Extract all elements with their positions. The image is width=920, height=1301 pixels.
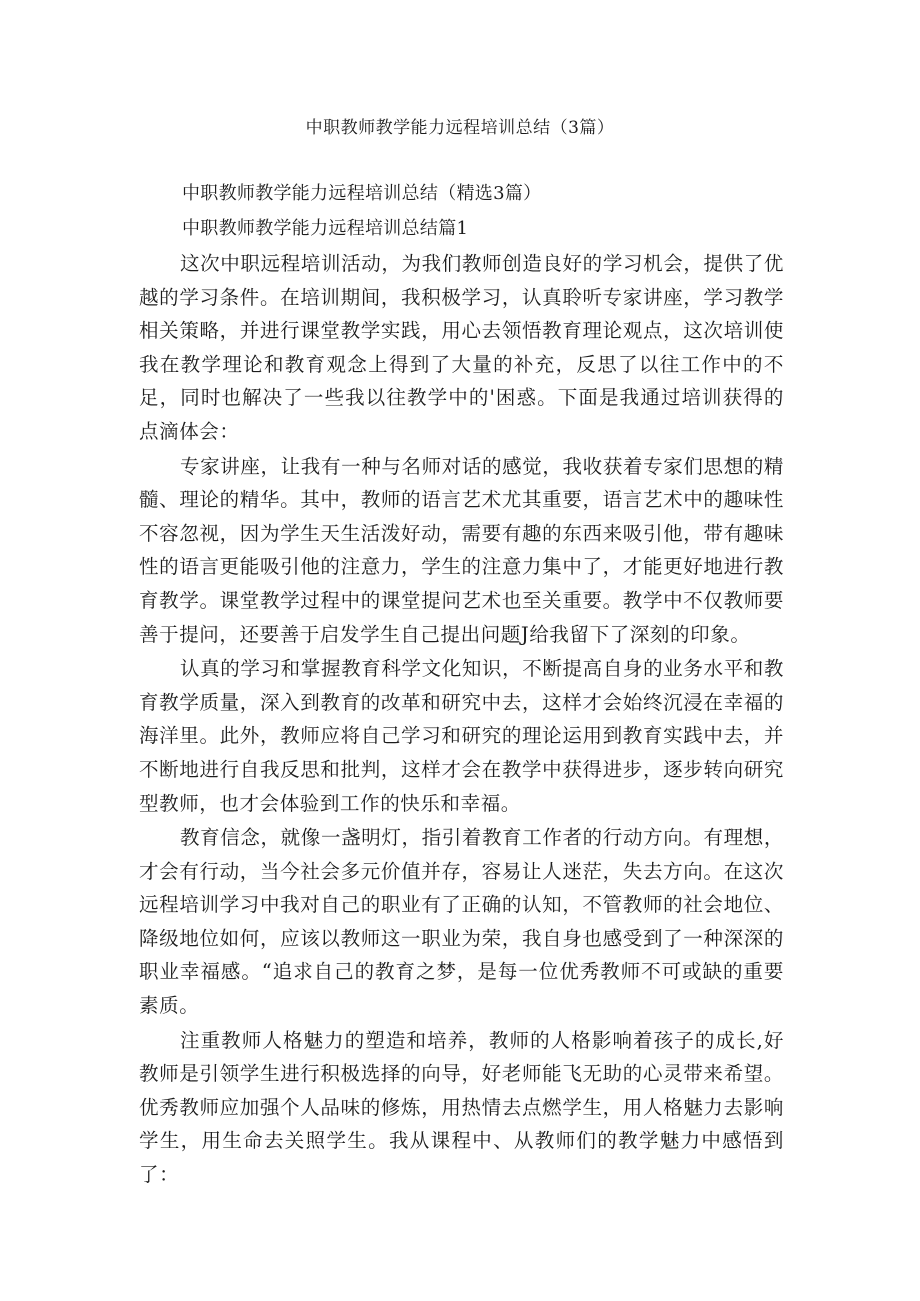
document-title: 中职教师教学能力远程培训总结（3篇） — [305, 118, 615, 138]
section-heading: 中职教师教学能力远程培训总结篇1 — [182, 218, 469, 239]
paragraph-4: 教育信念，就像一盏明灯，指引着教育工作者的行动方向。有理想，才会有行动，当今社会多元价值并存，容易让人迷茫，失去方向。在这次远程培训学习中我对自己的职业有了正确的认知，不管教师的社会地位、降级地位如何，应该以教师这一职业为荣，我自身也感受到了一种深深的职业幸福感。“追求自己的教育之梦，是每一位优秀教师不可或缺的重要素质。 — [139, 826, 784, 1018]
document-body — [139, 247, 784, 1192]
document-subtitle: 中职教师教学能力远程培训总结（精选3篇） — [182, 183, 542, 204]
paragraph-1: 这次中职远程培训活动，为我们教师创造良好的学习机会，提供了优越的学习条件。在培训期间，我积极学习，认真聆听专家讲座，学习教学相关策略，并进行课堂教学实践，用心去领悟教育理论观点，这次培训使我在教学理论和教育观念上得到了大量的补充，反思了以往工作中的不足，同时也解决了一些我以往教学中的'困惑。下面是我通过培训获得的点滴体会： — [139, 252, 784, 443]
paragraph-3: 认真的学习和掌握教育科学文化知识，不断提高自身的业务水平和教育教学质量，深入到教育的改革和研究中去，这样才会始终沉浸在幸福的海洋里。此外，教师应将自己学习和研究的理论运用到教育实践中去，并不断地进行自我反思和批判，这样才会在教学中获得进步，逐步转向研究型教师，也才会体验到工作的快乐和幸福。 — [139, 657, 784, 815]
paragraph-2: 专家讲座，让我有一种与名师对话的感觉，我收获着专家们思想的精髓、理论的精华。其中，教师的语言艺术尤其重要，语言艺术中的趣味性不容忽视，因为学生天生活泼好动，需要有趣的东西来吸引他，带有趣味性的语言更能吸引他的注意力，学生的注意力集中了，才能更好地进行教育教学。课堂教学过程中的课堂提问艺术也至关重要。教学中不仅教师要善于提问，还要善于启发学生自己提出问题J给我留下了深刻的印象。 — [139, 454, 784, 646]
paragraph-5: 注重教师人格魅力的塑造和培养，教师的人格影响着孩子的成长,好教师是引领学生进行积极选择的向导，好老师能飞无助的心灵带来希望。优秀教师应加强个人品味的修炼，用热情去点燃学生，用人格魅力去影响学生，用生命去关照学生。我从课程中、从教师们的教学魅力中感悟到了： — [139, 1028, 784, 1187]
